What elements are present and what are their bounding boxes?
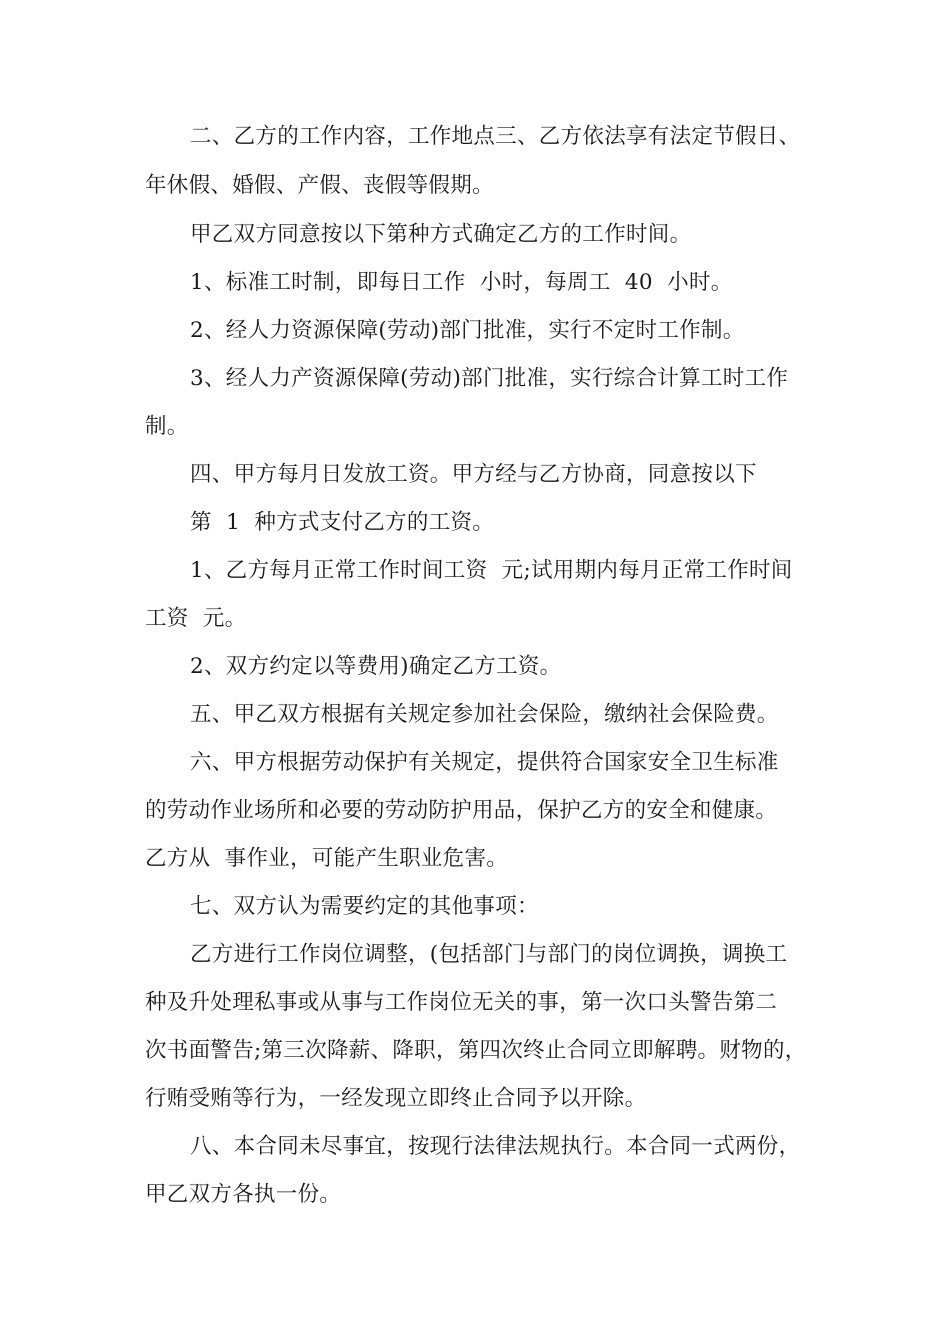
text-line: 年休假、婚假、产假、丧假等假期。 (145, 173, 494, 198)
text-line: 种及升处理私事或从事与工作岗位无关的事，第一次口头警告第二 (145, 990, 778, 1015)
text-line: 七、双方认为需要约定的其他事项： (190, 894, 539, 919)
text-line: 2、双方约定以等费用)确定乙方工资。 (190, 654, 562, 679)
text-line: 乙方进行工作岗位调整，(包括部门与部门的岗位调换，调换工 (190, 942, 788, 967)
text-line: 五、甲乙双方根据有关规定参加社会保险，缴纳社会保险费。 (190, 702, 779, 727)
text-line: 甲乙双方各执一份。 (145, 1182, 342, 1207)
text-line: 工资 元。 (145, 606, 247, 631)
text-line: 甲乙双方同意按以下第种方式确定乙方的工作时间。 (190, 222, 692, 247)
text-line: 第 1 种方式支付乙方的工资。 (190, 510, 495, 535)
text-line: 1、标准工时制，即每日工作 小时，每周工 40 小时。 (190, 270, 733, 295)
text-line: 制。 (145, 414, 189, 439)
text-line: 乙方从 事作业，可能产生职业危害。 (145, 846, 509, 871)
text-line: 次书面警告;第三次降薪、降职，第四次终止合同立即解聘。财物的， (145, 1038, 807, 1063)
text-line: 四、甲方每月日发放工资。甲方经与乙方协商，同意按以下 (190, 462, 757, 487)
text-line: 3、经人力产资源保障(劳动)部门批准，实行综合计算工时工作 (190, 366, 789, 391)
text-line: 行贿受贿等行为，一经发现立即终止合同予以开除。 (145, 1086, 647, 1111)
text-line: 的劳动作业场所和必要的劳动防护用品，保护乙方的安全和健康。 (145, 798, 778, 823)
text-line: 1、乙方每月正常工作时间工资 元;试用期内每月正常工作时间 (190, 558, 793, 583)
text-line: 六、甲方根据劳动保护有关规定，提供符合国家安全卫生标准 (190, 750, 779, 775)
text-line: 八、本合同未尽事宜，按现行法律法规执行。本合同一式两份， (190, 1134, 801, 1159)
text-line: 二、乙方的工作内容，工作地点三、乙方依法享有法定节假日、 (190, 124, 801, 149)
text-line: 2、经人力资源保障(劳动)部门批准，实行不定时工作制。 (190, 318, 745, 343)
